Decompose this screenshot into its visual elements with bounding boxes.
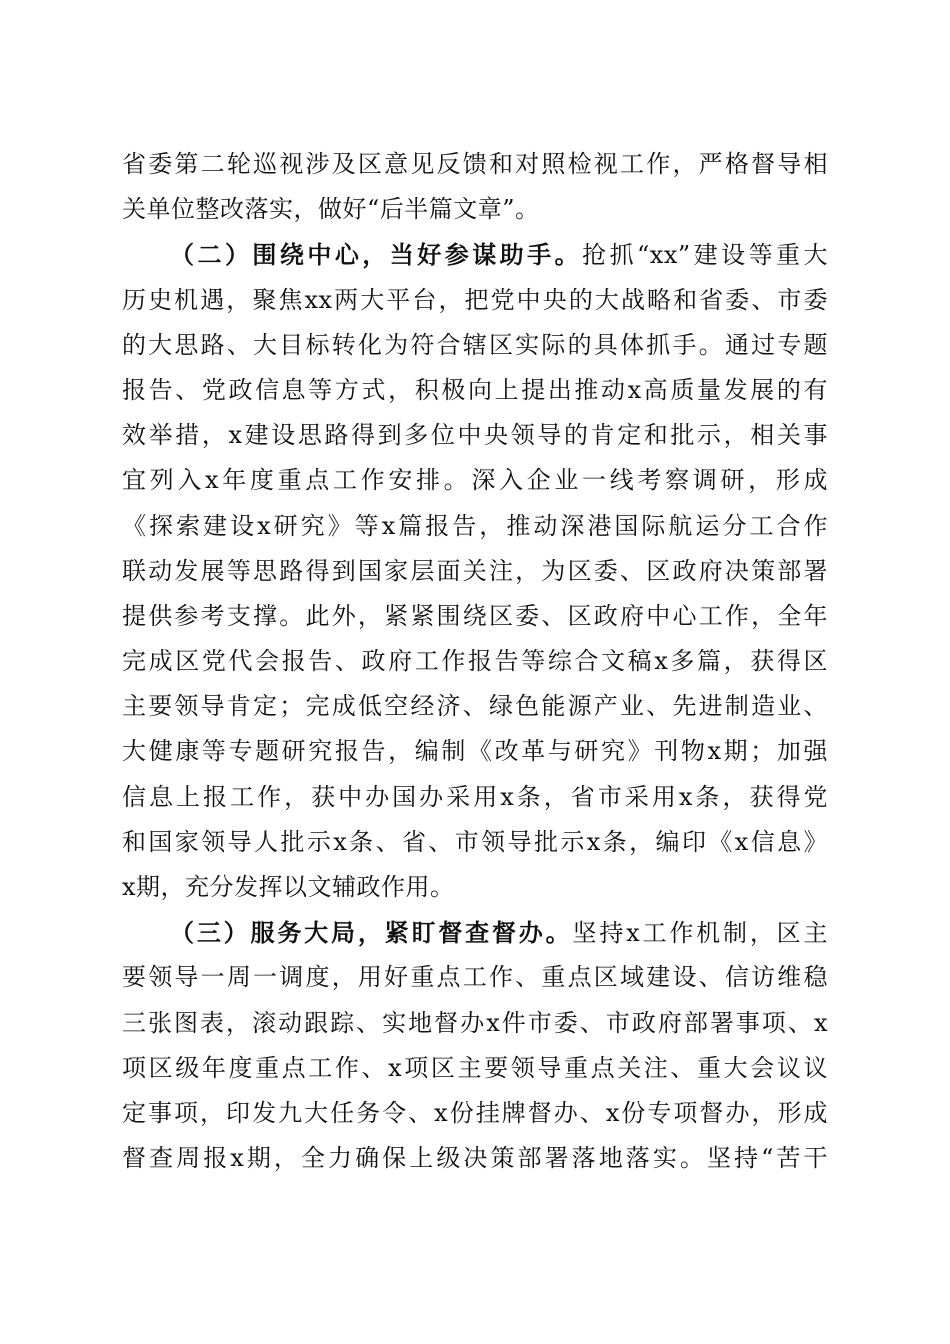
paragraph-line: 定事项，印发九大任务令、x份挂牌督办、x份专项督办，形成 [122, 1098, 828, 1127]
paragraph-line: 信息上报工作，获中办国办采用x条，省市采用x条，获得党 [122, 782, 828, 811]
paragraph-line: 《探索建设x研究》等x篇报告，推动深港国际航运分工合作 [122, 511, 828, 540]
paragraph-first-line [122, 232, 828, 277]
paragraph-line: 督查周报x期，全力确保上级决策部署落地落实。坚持“苦干 [122, 1144, 828, 1173]
paragraph-line: 关单位整改落实，做好“后半篇文章”。 [122, 195, 540, 224]
paragraph-line: 三张图表，滚动跟踪、实地督办x件市委、市政府部署事项、x [122, 1008, 828, 1037]
paragraph-line: 项区级年度重点工作、x项区主要领导重点关注、重大会议议 [122, 1053, 828, 1082]
paragraph-line: 提供参考支撑。此外，紧紧围绕区委、区政府中心工作，全年 [122, 601, 828, 630]
paragraph-line: 省委第二轮巡视涉及区意见反馈和对照检视工作，严格督导相 [122, 150, 828, 178]
paragraph-line: 要领导一周一调度，用好重点工作、重点区域建设、信访维稳 [122, 963, 828, 992]
paragraph-line: 宜列入x年度重点工作安排。深入企业一线考察调研，形成 [122, 466, 828, 495]
paragraph-line: 联动发展等思路得到国家层面关注，为区委、区政府决策部署 [122, 556, 828, 585]
paragraph-first-line [122, 910, 828, 955]
paragraph-line: 大健康等专题研究报告，编制《改革与研究》刊物x期；加强 [122, 737, 828, 766]
paragraph-line: 主要领导肯定；完成低空经济、绿色能源产业、先进制造业、 [122, 692, 828, 721]
paragraph-text: 坚持x工作机制，区主 [572, 919, 829, 948]
paragraph-line: 的大思路、大目标转化为符合辖区实际的具体抓手。通过专题 [122, 330, 828, 359]
paragraph-line: 完成区党代会报告、政府工作报告等综合文稿x多篇，获得区 [122, 647, 828, 676]
paragraph-line: 历史机遇，聚焦xx两大平台，把党中央的大战略和省委、市委 [122, 285, 828, 314]
paragraph-text: 抢抓“xx”建设等重大 [582, 241, 829, 270]
paragraph-line: x期，充分发挥以文辅政作用。 [122, 873, 455, 901]
section-heading-2: （二）围绕中心，当好参谋助手。 [170, 240, 583, 270]
paragraph-line: 和国家领导人批示x条、省、市领导批示x条，编印《x信息》 [122, 827, 828, 856]
document-body [122, 142, 828, 1181]
paragraph-line: 效举措，x建设思路得到多位中央领导的肯定和批示，相关事 [122, 421, 828, 450]
paragraph-line: 报告、党政信息等方式，积极向上提出推动x高质量发展的有 [122, 375, 828, 404]
section-heading-3: （三）服务大局，紧盯督查督办。 [170, 918, 573, 948]
